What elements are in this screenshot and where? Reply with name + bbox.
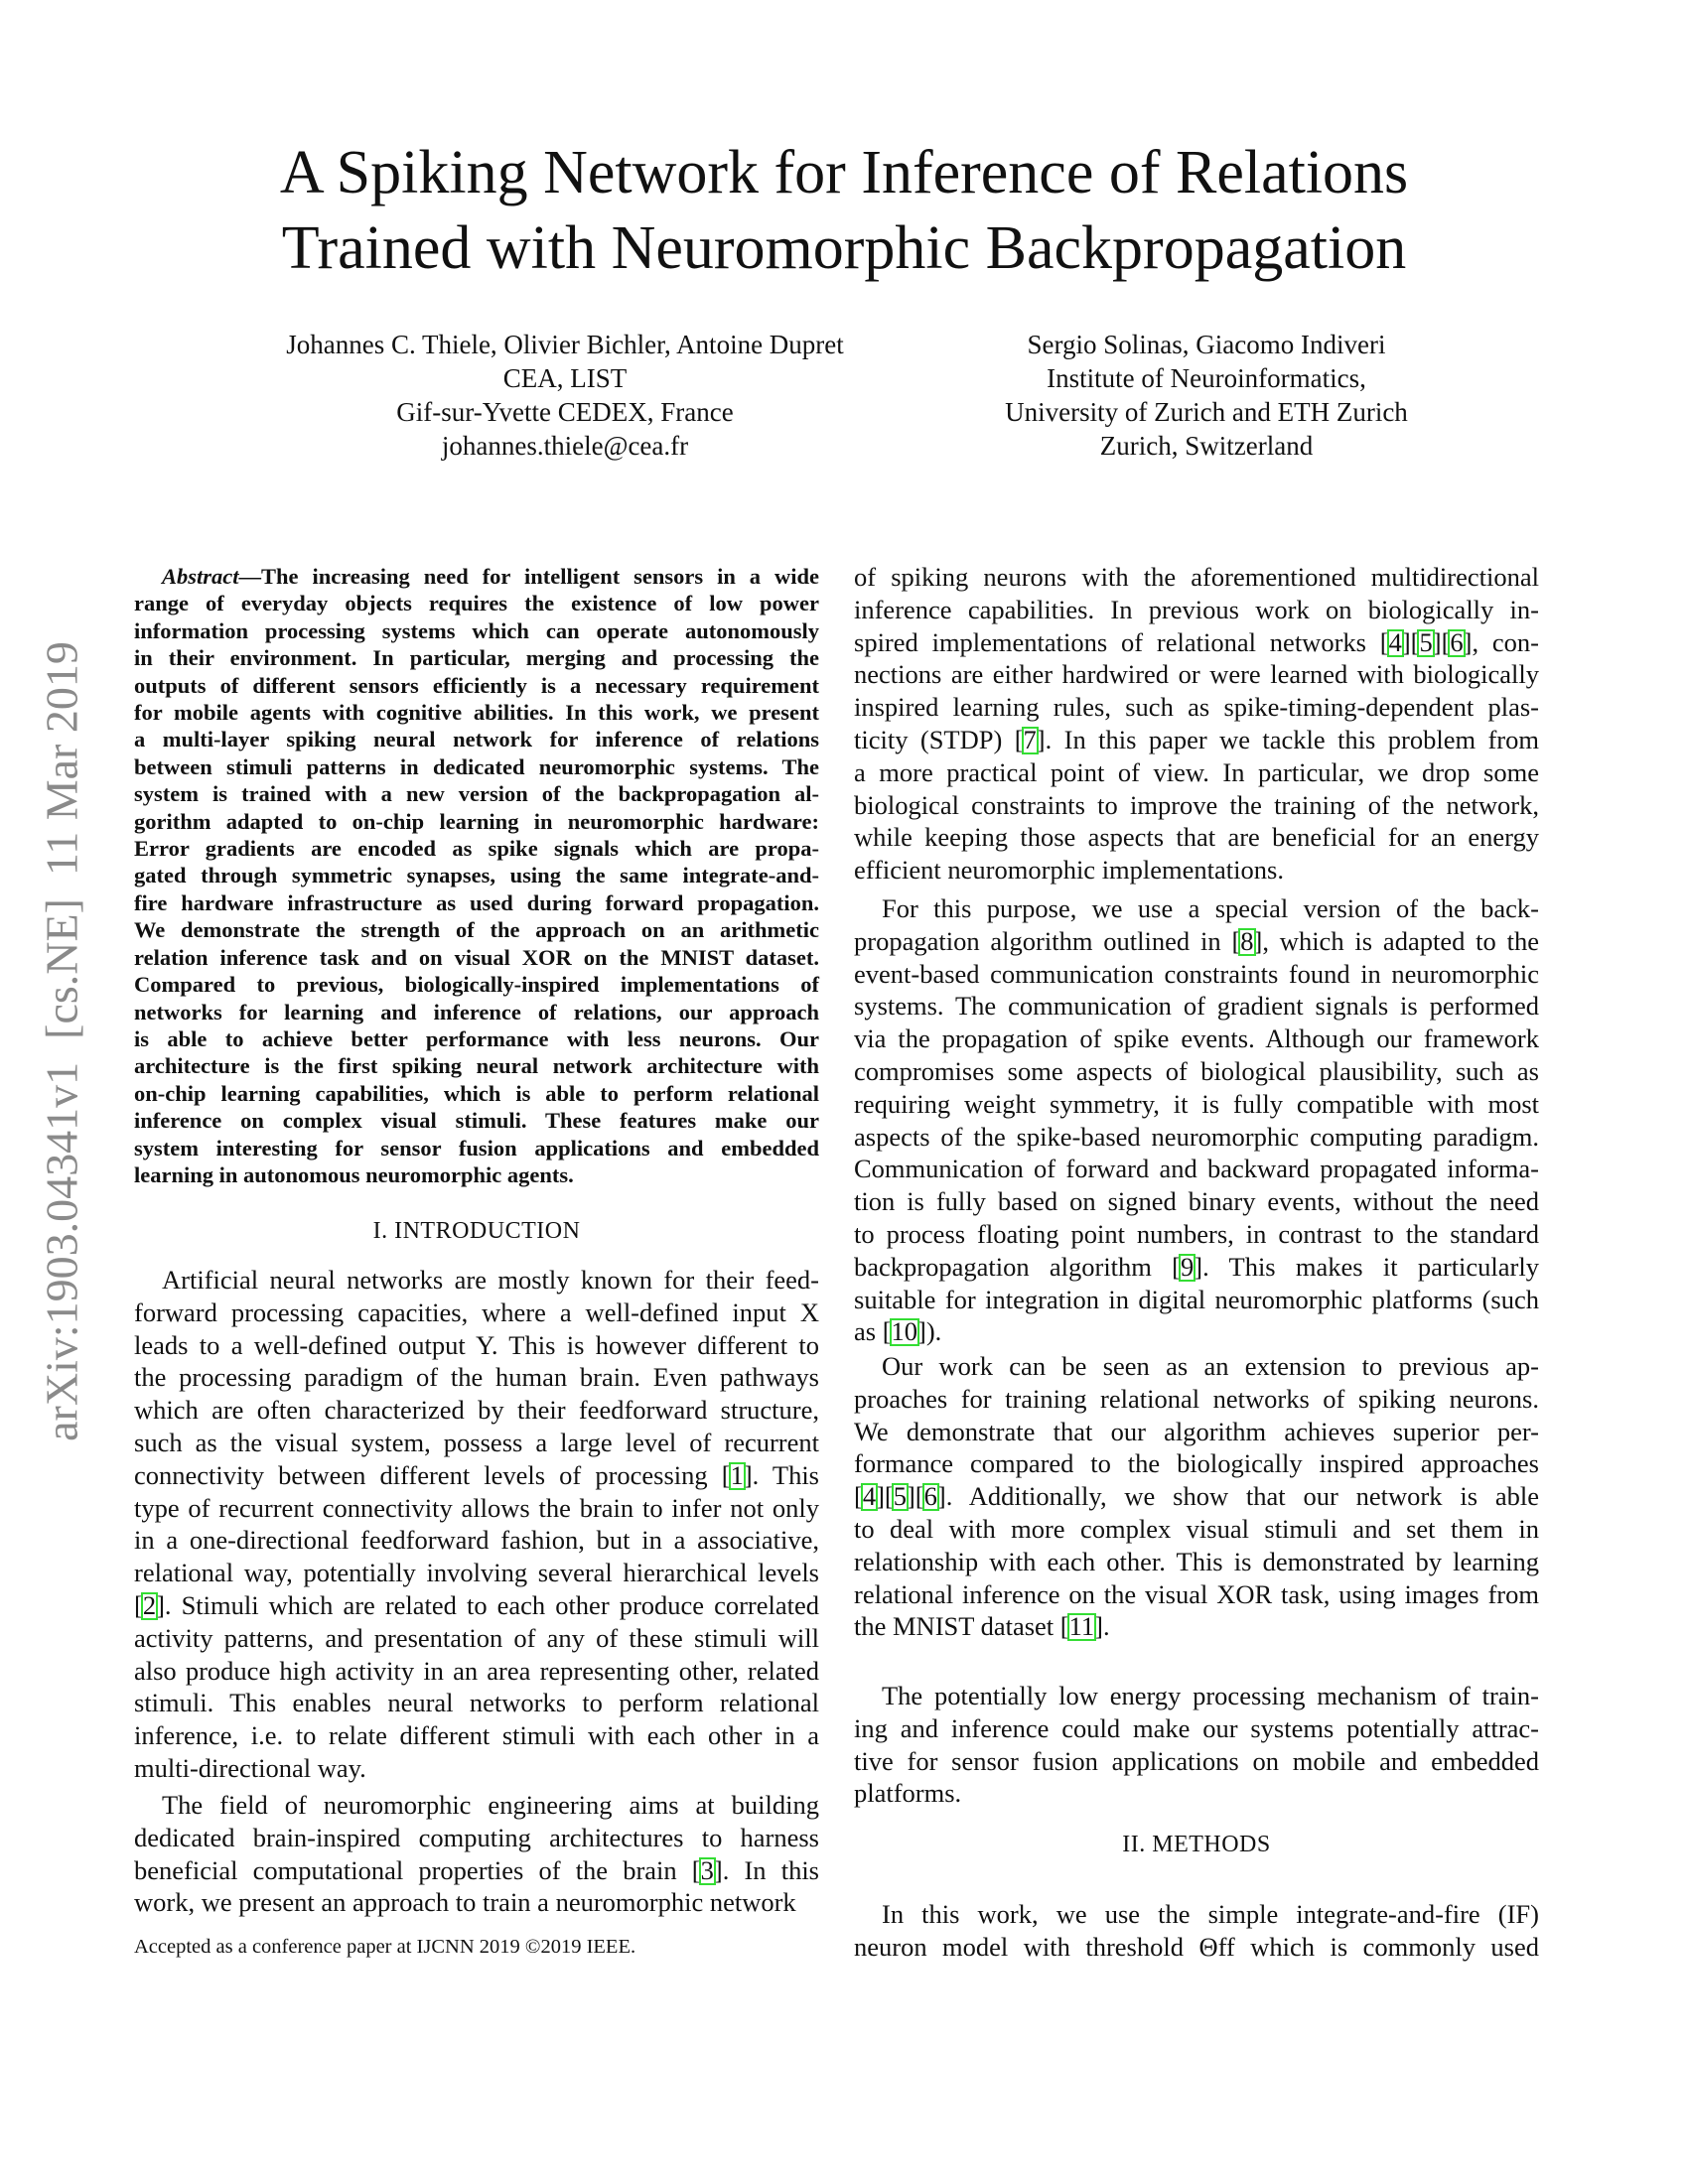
text-line: Compared to previous, biologically-inspired implementations of: [134, 972, 819, 998]
citation-link[interactable]: [1067, 1613, 1097, 1641]
text-line: [2]. Stimuli which are related to each other produce correlated: [134, 1589, 819, 1620]
section-heading-introduction: I. INTRODUCTION: [372, 1218, 581, 1244]
text-line: event-based communication constraints found in neuromorphic: [854, 958, 1539, 989]
paragraph: [854, 892, 1539, 1348]
text-line: information processing systems which can operate autonomously: [134, 617, 819, 643]
paper-title: [0, 135, 1688, 286]
text-line: Error gradients are encoded as spike signals which are propa-: [134, 836, 819, 862]
text-line: relation inference task and on visual XOR on the MNIST dataset.: [134, 944, 819, 970]
citation-link[interactable]: [890, 1318, 920, 1346]
text-line: In this work, we use the simple integrate-and-fire (IF): [882, 1899, 1539, 1929]
affiliation: Institute of Neuroinformatics,: [1047, 363, 1366, 393]
text-line: for mobile agents with cognitive abilities. In this work, we present: [134, 700, 819, 726]
address: Gif-sur-Yvette CEDEX, France: [396, 397, 734, 427]
text-line: a multi-layer spiking neural network for inference of relations: [134, 727, 819, 752]
text-line: networks for learning and inference of relations, our approach: [134, 999, 819, 1024]
text-line: tive for sensor fusion applications on mobile and embedded: [854, 1745, 1539, 1776]
footer-note: Accepted as a conference paper at IJCNN 2019 ©2019 IEEE.: [134, 1936, 636, 1958]
text-line: type of recurrent connectivity allows the brain to infer not only: [134, 1492, 819, 1523]
text-line: formance compared to the biologically inspired approaches: [854, 1448, 1539, 1479]
citation-link[interactable]: [1448, 629, 1465, 657]
text-line: fire hardware infrastructure as used during forward propagation.: [134, 889, 819, 915]
text-line: inference on complex visual stimuli. These features make our: [134, 1108, 819, 1134]
text-line: We demonstrate the strength of the approach on an arithmetic: [134, 917, 819, 943]
author-names: Sergio Solinas, Giacomo Indiveri: [1027, 330, 1386, 359]
paragraph: [854, 1350, 1539, 1643]
text-line: in their environment. In particular, merging and processing the: [134, 645, 819, 671]
arxiv-stamp: arXiv:1903.04341v1 [cs.NE] 11 Mar 2019: [36, 641, 87, 1441]
text-line: leads to a well-defined output Y. This is however different to: [134, 1329, 819, 1360]
paragraph: [854, 1898, 1539, 1964]
text-line: Abstract—The increasing need for intelligent sensors in a wide: [162, 564, 819, 589]
text-line: suitable for integration in digital neuromorphic platforms (such: [854, 1284, 1539, 1314]
text-line: activity patterns, and presentation of any of these stimuli will: [134, 1622, 819, 1653]
citation-link[interactable]: [1387, 629, 1404, 657]
text-line: between stimuli patterns in dedicated neuromorphic systems. The: [134, 753, 819, 779]
title-line: Trained with Neuromorphic Backpropagation: [281, 214, 1407, 282]
citation-link[interactable]: [1238, 928, 1255, 956]
citation-link[interactable]: [699, 1857, 716, 1885]
text-line: biological constraints to improve the training of the network,: [854, 789, 1539, 820]
text-line: the processing paradigm of the human brain. Even pathways: [134, 1362, 819, 1393]
text-line: while keeping those aspects that are beneficial for an energy: [854, 822, 1539, 853]
text-line: in a one-directional feedforward fashion, but in a associative,: [134, 1525, 819, 1556]
text-line: learning in autonomous neuromorphic agents.: [134, 1161, 574, 1187]
text-line: range of everyday objects requires the existence of low power: [134, 591, 819, 616]
text-line: which are often characterized by their feedforward structure,: [134, 1395, 819, 1426]
text-line: [4][5][6]. Additionally, we show that our network is able: [854, 1481, 1539, 1512]
affiliation: CEA, LIST: [502, 363, 628, 393]
text-line: aspects of the spike-based neuromorphic computing paradigm.: [854, 1121, 1539, 1152]
text-line: Our work can be seen as an extension to previous ap-: [882, 1351, 1539, 1381]
text-line: such as the visual system, possess a large level of recurrent: [134, 1427, 819, 1457]
text-line: system interesting for sensor fusion applications and embedded: [134, 1135, 819, 1160]
text-line: of spiking neurons with the aforementioned multidirectional: [854, 562, 1539, 592]
text-line: requiring weight symmetry, it is fully compatible with most: [854, 1088, 1539, 1119]
text-line: Communication of forward and backward propagated informa-: [854, 1154, 1539, 1184]
paragraph: [134, 1789, 819, 1919]
text-line: gated through symmetric synapses, using the same integrate-and-: [134, 863, 819, 888]
text-line: efficient neuromorphic implementations.: [854, 855, 1284, 886]
abstract: [134, 563, 819, 1188]
text-line: the MNIST dataset [11].: [854, 1611, 1110, 1642]
text-line: neuron model with threshold Θff which is commonly used: [854, 1931, 1539, 1962]
text-line: proaches for training relational networks of spiking neurons.: [854, 1383, 1539, 1414]
text-line: system is trained with a new version of the backpropagation al-: [134, 781, 819, 807]
text-line: beneficial computational properties of the brain [3]. In this: [134, 1854, 819, 1885]
abstract-label: Abstract: [162, 564, 239, 589]
text-line: is able to achieve better performance with less neurons. Our: [134, 1025, 819, 1051]
author-names: Johannes C. Thiele, Olivier Bichler, Antoine Dupret: [286, 330, 844, 359]
citation-link[interactable]: [861, 1483, 878, 1511]
text-line: For this purpose, we use a special version of the back-: [882, 893, 1539, 923]
text-line: propagation algorithm outlined in [8], which is adapted to the: [854, 925, 1539, 956]
title-line: A Spiking Network for Inference of Relations: [279, 139, 1409, 206]
text-line: compromises some aspects of biological plausibility, such as: [854, 1055, 1539, 1086]
text-line: outputs of different sensors efficiently is a necessary requirement: [134, 672, 819, 698]
text-line: systems. The communication of gradient signals is performed: [854, 991, 1539, 1022]
citation-link[interactable]: [1417, 629, 1434, 657]
text-line: via the propagation of spike events. Although our framework: [854, 1024, 1539, 1054]
text-line: to deal with more complex visual stimuli and set them in: [854, 1513, 1539, 1544]
text-line: inference, i.e. to relate different stimuli with each other in a: [134, 1720, 819, 1751]
section-heading-methods: II. METHODS: [1122, 1832, 1271, 1857]
affiliation: University of Zurich and ETH Zurich: [1005, 397, 1408, 427]
citation-link[interactable]: [1179, 1254, 1196, 1282]
text-line: We demonstrate that our algorithm achieves superior per-: [854, 1416, 1539, 1446]
text-line: to process floating point numbers, in contrast to the standard: [854, 1218, 1539, 1249]
text-line: platforms.: [854, 1778, 962, 1809]
citation-link[interactable]: [922, 1483, 939, 1511]
text-line: nections are either hardwired or were learned with biologically: [854, 659, 1539, 690]
address: Zurich, Switzerland: [1099, 431, 1314, 461]
text-line: The potentially low energy processing mechanism of train-: [882, 1681, 1539, 1710]
text-line: forward processing capacities, where a well-defined input X: [134, 1297, 819, 1327]
text-line: connectivity between different levels of processing [1]. This: [134, 1459, 819, 1490]
paragraph: [854, 561, 1539, 887]
text-line: inference capabilities. In previous work on biologically in-: [854, 594, 1539, 624]
text-line: ticity (STDP) [7]. In this paper we tackle this problem from: [854, 724, 1539, 754]
authors-left: [267, 328, 863, 463]
text-line: stimuli. This enables neural networks to perform relational: [134, 1688, 819, 1718]
text-line: work, we present an approach to train a neuromorphic network: [134, 1887, 796, 1918]
text-line: a more practical point of view. In particular, we drop some: [854, 756, 1539, 787]
text-line: multi-directional way.: [134, 1752, 366, 1783]
paragraph: [134, 1264, 819, 1785]
text-line: dedicated brain-inspired computing architectures to harness: [134, 1822, 819, 1852]
text-line: tion is fully based on signed binary events, without the need: [854, 1186, 1539, 1217]
text-line: as [10]).: [854, 1316, 942, 1347]
text-line: backpropagation algorithm [9]. This makes it particularly: [854, 1251, 1539, 1282]
text-line: The field of neuromorphic engineering aims at building: [162, 1790, 819, 1820]
text-line: relationship with each other. This is demonstrated by learning: [854, 1546, 1539, 1576]
text-line: architecture is the first spiking neural network architecture with: [134, 1053, 819, 1079]
citation-link[interactable]: [729, 1462, 746, 1490]
paragraph: [854, 1680, 1539, 1810]
text-line: on-chip learning capabilities, which is able to perform relational: [134, 1080, 819, 1106]
email: johannes.thiele@cea.fr: [441, 431, 689, 461]
text-line: spired implementations of relational networks [4][5][6], con-: [854, 626, 1539, 657]
citation-link[interactable]: [1022, 727, 1039, 754]
citation-link[interactable]: [141, 1592, 158, 1620]
text-line: gorithm adapted to on-chip learning in neuromorphic hardware:: [134, 808, 819, 834]
text-line: ing and inference could make our systems potentially attrac-: [854, 1712, 1539, 1743]
text-line: Artificial neural networks are mostly known for their feed-: [162, 1265, 819, 1295]
text-line: relational inference on the visual XOR task, using images from: [854, 1578, 1539, 1609]
authors-right: [958, 328, 1455, 463]
text-line: also produce high activity in an area representing other, related: [134, 1655, 819, 1686]
citation-link[interactable]: [892, 1483, 909, 1511]
text-line: relational way, potentially involving several hierarchical levels: [134, 1558, 819, 1588]
text-line: inspired learning rules, such as spike-timing-dependent plas-: [854, 692, 1539, 723]
